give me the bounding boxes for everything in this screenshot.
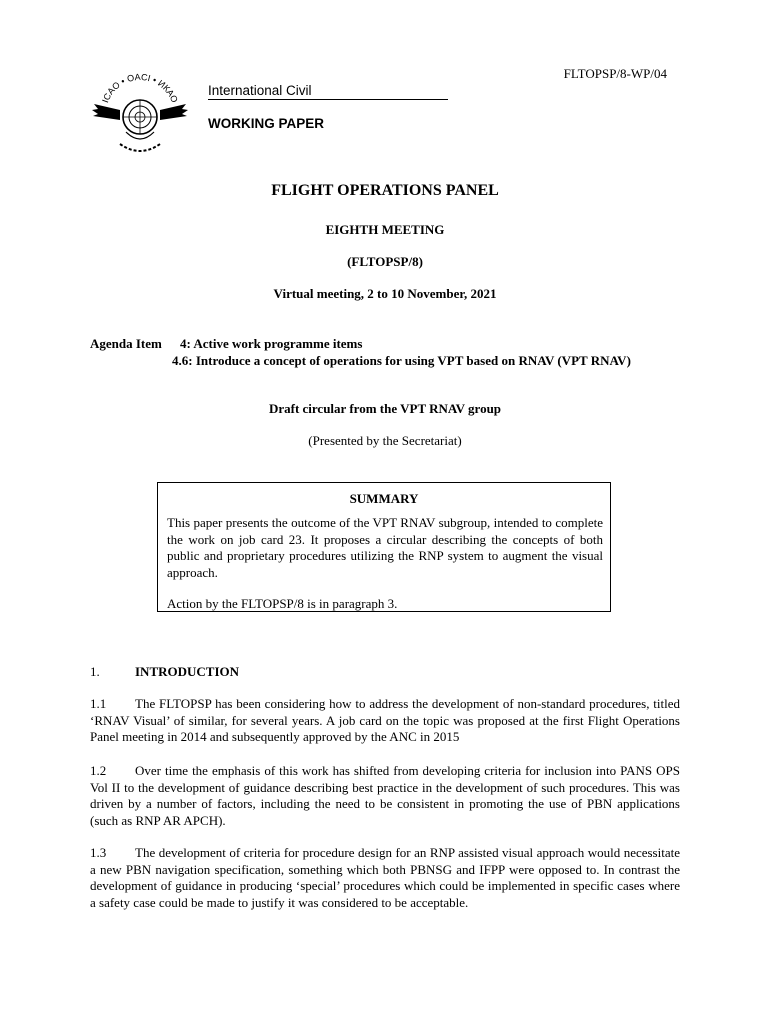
- paragraph-text: The development of criteria for procedure design for an RNP assisted visual approach would necessitate a new PBN navigation specification, something which both PBNSG and IFPP were opposed to. In contrast the development of guidance in producing ‘special’ procedures which could be implemented in specific cases where a safety case could be made to justify it was considered to be acceptable.: [90, 845, 680, 910]
- summary-heading: SUMMARY: [349, 491, 419, 506]
- summary-body: This paper presents the outcome of the VPT RNAV subgroup, intended to complete the work on job card 23. It proposes a circular describing the concepts of both public and proprietary procedures utilizing the RNP system to augment the visual approach.: [167, 515, 603, 580]
- panel-title: FLIGHT OPERATIONS PANEL: [271, 182, 499, 199]
- document-reference: FLTOPSP/8-WP/04: [563, 66, 667, 81]
- agenda-label: Agenda Item: [90, 336, 162, 351]
- paragraph-text: Over time the emphasis of this work has shifted from developing criteria for inclusion into PANS OPS Vol II to the development of guidance describing best practice in the development of such procedures. This was driven by a number of factors, including the need to be consistent in promoting the use of PBN applications (such as RNP AR APCH).: [90, 763, 680, 828]
- section-number: 1.: [90, 664, 100, 679]
- organization-name: International Civil: [208, 83, 448, 100]
- paper-type: WORKING PAPER: [208, 116, 325, 131]
- paper-title: Draft circular from the VPT RNAV group: [268, 401, 502, 416]
- meeting-code: (FLTOPSP/8): [347, 254, 423, 269]
- meeting-name: EIGHTH MEETING: [325, 222, 445, 237]
- icao-emblem-icon: [90, 62, 190, 162]
- paragraph: [90, 845, 680, 911]
- logo-text: ICAO • OACI • ИКАО: [100, 71, 180, 105]
- section-title: INTRODUCTION: [135, 664, 240, 679]
- paragraph-number: 1.3: [90, 845, 107, 860]
- paragraph-text: The FLTOPSP has been considering how to address the development of non-standard procedures, titled ‘RNAV Visual’ of similar, for several years. A job card on the topic was proposed at the first Flight Operations Panel meeting in 2014 and subsequently approved by the ANC in 2015: [90, 696, 680, 744]
- agenda-sub-item: 4.6: Introduce a concept of operations for using VPT based on RNAV (VPT RNAV): [172, 353, 631, 368]
- summary-box: [157, 482, 611, 612]
- presented-by: (Presented by the Secretariat): [308, 433, 462, 448]
- paragraph-number: 1.2: [90, 763, 107, 778]
- paragraph: [90, 696, 680, 746]
- paragraph: [90, 763, 680, 829]
- meeting-venue: Virtual meeting, 2 to 10 November, 2021: [273, 286, 497, 301]
- paragraph-number: 1.1: [90, 696, 107, 711]
- agenda-item: 4: Active work programme items: [180, 336, 363, 351]
- summary-action: Action by the FLTOPSP/8 is in paragraph 3.: [167, 596, 398, 611]
